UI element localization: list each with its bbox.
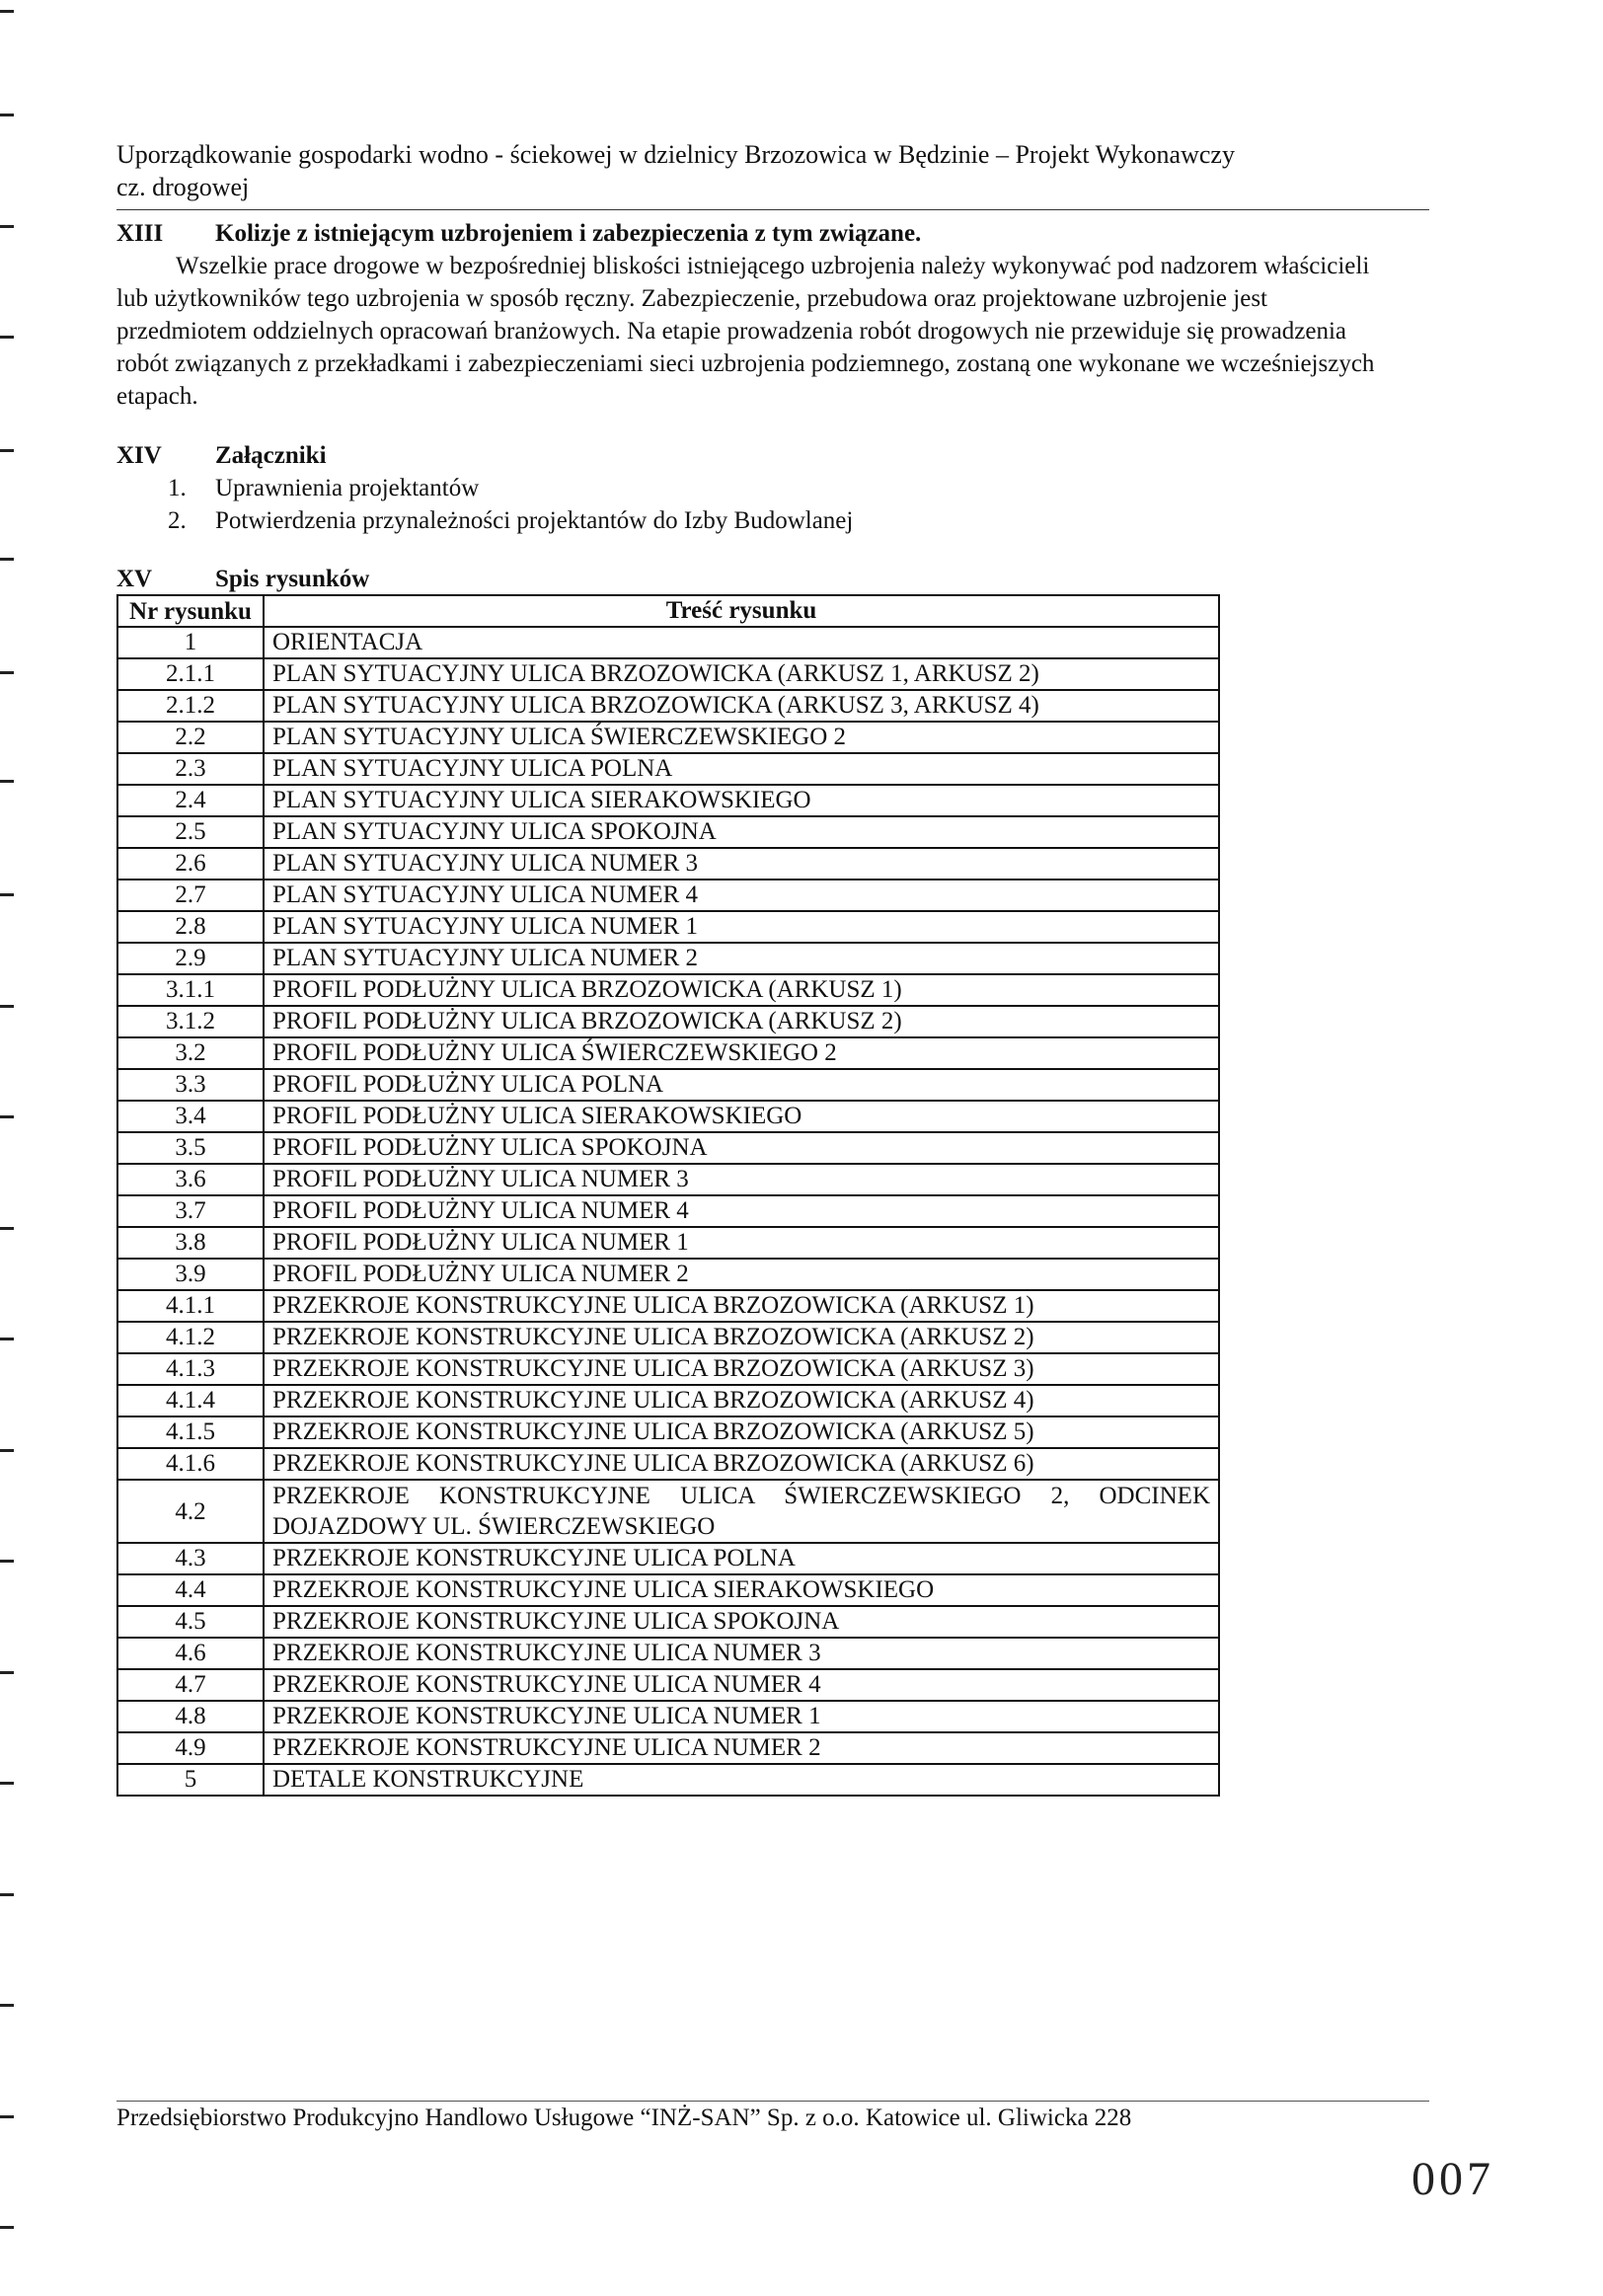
drawing-number: 4.7 [117, 1669, 264, 1701]
section-body: Wszelkie prace drogowe w bezpośredniej bliskości istniejącego uzbrojenia należy wykonywać pod nadzorem właścicieli lub użytkowników tego uzbrojenia w sposób ręczny. Zabezpieczenie, przebudowa oraz projektowane uzbrojenie jest przedmiotem oddzielnych opracowań branżowych. Na etapie prowadzenia robót drogowych nie przewiduje się prowadzenia robót związanych z przekładkami i zabezpieczeniami sieci uzbrojenia podziemnego, zostaną one wykonane we wcześniejszych etapach. [116, 253, 1375, 410]
drawing-title: PROFIL PODŁUŻNY ULICA NUMER 3 [264, 1164, 1219, 1195]
table-row [117, 1164, 1219, 1195]
table-row [117, 1638, 1219, 1669]
drawing-number: 4.1.1 [117, 1290, 264, 1322]
table-row [117, 1322, 1219, 1353]
table-row [117, 848, 1219, 880]
table-row [117, 1574, 1219, 1606]
header-title: Uporządkowanie gospodarki wodno - ściekowej w dzielnicy Brzozowica w Będzinie – Projekt Wykonawczy [116, 140, 1235, 169]
drawing-number: 3.7 [117, 1195, 264, 1227]
drawing-number: 4.3 [117, 1543, 264, 1574]
drawing-title: PLAN SYTUACYJNY ULICA NUMER 4 [264, 880, 1219, 911]
table-row [117, 816, 1219, 848]
drawing-number: 5 [117, 1764, 264, 1796]
footer-divider [116, 2101, 1429, 2102]
drawing-title: PROFIL PODŁUŻNY ULICA ŚWIERCZEWSKIEGO 2 [264, 1037, 1219, 1069]
table-header-row [117, 595, 1219, 627]
header-divider [116, 209, 1429, 210]
table-row [117, 1543, 1219, 1574]
drawing-number: 3.3 [117, 1069, 264, 1101]
drawing-title: DETALE KONSTRUKCYJNE [264, 1764, 1219, 1796]
drawing-number: 3.9 [117, 1259, 264, 1290]
drawing-title: PROFIL PODŁUŻNY ULICA POLNA [264, 1069, 1219, 1101]
drawing-number: 4.1.3 [117, 1353, 264, 1385]
table-body [117, 627, 1219, 1796]
drawing-number: 4.1.6 [117, 1448, 264, 1480]
table-row [117, 911, 1219, 943]
table-row [117, 1606, 1219, 1638]
table-row [117, 785, 1219, 816]
drawing-title: PRZEKROJE KONSTRUKCYJNE ULICA SIERAKOWSKIEGO [264, 1574, 1219, 1606]
drawing-title: PLAN SYTUACYJNY ULICA POLNA [264, 753, 1219, 785]
drawing-number: 3.6 [117, 1164, 264, 1195]
table-row [117, 1195, 1219, 1227]
table-row [117, 753, 1219, 785]
table-row [117, 1416, 1219, 1448]
section-number: XV [116, 566, 153, 592]
drawing-number: 2.3 [117, 753, 264, 785]
document-footer: Przedsiębiorstwo Produkcyjno Handlowo Usługowe “INŻ-SAN” Sp. z o.o. Katowice ul. Gliwicka 228 [116, 2105, 1132, 2131]
drawing-number: 4.1.5 [117, 1416, 264, 1448]
drawing-title: PLAN SYTUACYJNY ULICA ŚWIERCZEWSKIEGO 2 [264, 722, 1219, 753]
section-title: Spis rysunków [215, 566, 370, 592]
table-row [117, 1006, 1219, 1037]
table-row [117, 974, 1219, 1006]
table-row [117, 1132, 1219, 1164]
drawing-title: PRZEKROJE KONSTRUKCYJNE ULICA NUMER 4 [264, 1669, 1219, 1701]
drawing-title: PRZEKROJE KONSTRUKCYJNE ULICA BRZOZOWICKA (ARKUSZ 2) [264, 1322, 1219, 1353]
drawing-title: PRZEKROJE KONSTRUKCYJNE ULICA POLNA [264, 1543, 1219, 1574]
drawing-number: 2.9 [117, 943, 264, 974]
table-row [117, 1069, 1219, 1101]
drawing-number: 3.5 [117, 1132, 264, 1164]
drawing-title: PLAN SYTUACYJNY ULICA NUMER 2 [264, 943, 1219, 974]
drawing-number: 3.1.2 [117, 1006, 264, 1037]
drawing-number: 4.4 [117, 1574, 264, 1606]
table-row [117, 658, 1219, 690]
drawing-number: 4.2 [117, 1480, 264, 1543]
drawing-number: 4.8 [117, 1701, 264, 1732]
drawing-number: 4.1.4 [117, 1385, 264, 1416]
attachments-list [116, 472, 1390, 537]
table-row [117, 1480, 1219, 1543]
table-row [117, 1037, 1219, 1069]
table-row [117, 627, 1219, 658]
table-row [117, 1101, 1219, 1132]
table-row [117, 1290, 1219, 1322]
drawing-title: PRZEKROJE KONSTRUKCYJNE ULICA NUMER 3 [264, 1638, 1219, 1669]
table-row [117, 1732, 1219, 1764]
list-item: 2. Potwierdzenia przynależności projektantów do Izby Budowlanej [168, 507, 854, 534]
section-number: XIII [116, 220, 164, 247]
drawing-title: PRZEKROJE KONSTRUKCYJNE ULICA SPOKOJNA [264, 1606, 1219, 1638]
drawing-title: PRZEKROJE KONSTRUKCYJNE ULICA NUMER 2 [264, 1732, 1219, 1764]
table-row [117, 943, 1219, 974]
drawing-title: PRZEKROJE KONSTRUKCYJNE ULICA BRZOZOWICKA (ARKUSZ 5) [264, 1416, 1219, 1448]
drawings-table [116, 594, 1220, 1797]
drawing-number: 3.2 [117, 1037, 264, 1069]
drawing-number: 3.1.1 [117, 974, 264, 1006]
header-subtitle: cz. drogowej [116, 173, 250, 201]
drawing-title: PLAN SYTUACYJNY ULICA BRZOZOWICKA (ARKUSZ 1, ARKUSZ 2) [264, 658, 1219, 690]
drawing-number: 2.7 [117, 880, 264, 911]
drawing-title: PRZEKROJE KONSTRUKCYJNE ULICA BRZOZOWICKA (ARKUSZ 4) [264, 1385, 1219, 1416]
drawing-number: 2.1.1 [117, 658, 264, 690]
column-header-content: Treść rysunku [264, 595, 1219, 627]
drawing-title: PLAN SYTUACYJNY ULICA SIERAKOWSKIEGO [264, 785, 1219, 816]
drawing-title: PROFIL PODŁUŻNY ULICA SPOKOJNA [264, 1132, 1219, 1164]
table-row [117, 1227, 1219, 1259]
drawing-title: PROFIL PODŁUŻNY ULICA SIERAKOWSKIEGO [264, 1101, 1219, 1132]
drawing-number: 2.6 [117, 848, 264, 880]
drawing-number: 2.5 [117, 816, 264, 848]
drawing-title: PRZEKROJE KONSTRUKCYJNE ULICA NUMER 1 [264, 1701, 1219, 1732]
document-header [116, 138, 1429, 203]
section-heading [116, 439, 1390, 472]
page-number-stamp: 007 [1412, 2153, 1494, 2205]
drawing-title: PROFIL PODŁUŻNY ULICA NUMER 1 [264, 1227, 1219, 1259]
drawing-title: PLAN SYTUACYJNY ULICA BRZOZOWICKA (ARKUSZ 3, ARKUSZ 4) [264, 690, 1219, 722]
drawing-number: 4.6 [117, 1638, 264, 1669]
table-row [117, 1259, 1219, 1290]
table-row [117, 1448, 1219, 1480]
drawing-number: 2.2 [117, 722, 264, 753]
section-title: Kolizje z istniejącym uzbrojeniem i zabezpieczenia z tym związane. [215, 220, 922, 247]
drawing-title: PLAN SYTUACYJNY ULICA NUMER 3 [264, 848, 1219, 880]
drawing-title: PROFIL PODŁUŻNY ULICA BRZOZOWICKA (ARKUSZ 1) [264, 974, 1219, 1006]
section-attachments [116, 439, 1390, 537]
drawing-title: PRZEKROJE KONSTRUKCYJNE ULICA ŚWIERCZEWSKIEGO 2, ODCINEK DOJAZDOWY UL. ŚWIERCZEWSKIEGO [264, 1480, 1219, 1543]
table-row [117, 1385, 1219, 1416]
drawing-title: ORIENTACJA [264, 627, 1219, 658]
list-item: 1. Uprawnienia projektantów [168, 475, 480, 501]
drawing-number: 2.8 [117, 911, 264, 943]
drawing-number: 4.1.2 [117, 1322, 264, 1353]
drawing-number: 2.4 [117, 785, 264, 816]
drawing-number: 3.8 [117, 1227, 264, 1259]
table-row [117, 1701, 1219, 1732]
section-title: Załączniki [215, 442, 327, 469]
section-heading [116, 217, 1390, 250]
column-header-number: Nr rysunku [117, 595, 264, 627]
drawing-title: PLAN SYTUACYJNY ULICA NUMER 1 [264, 911, 1219, 943]
table-row [117, 880, 1219, 911]
drawing-title: PROFIL PODŁUŻNY ULICA NUMER 4 [264, 1195, 1219, 1227]
drawing-title: PROFIL PODŁUŻNY ULICA BRZOZOWICKA (ARKUSZ 2) [264, 1006, 1219, 1037]
section-drawings-heading [116, 565, 369, 594]
table-row [117, 690, 1219, 722]
table-row [117, 722, 1219, 753]
drawing-number: 4.9 [117, 1732, 264, 1764]
table-row [117, 1669, 1219, 1701]
drawing-title: PLAN SYTUACYJNY ULICA SPOKOJNA [264, 816, 1219, 848]
section-collisions [116, 217, 1390, 413]
drawing-number: 2.1.2 [117, 690, 264, 722]
drawing-number: 1 [117, 627, 264, 658]
section-number: XIV [116, 442, 162, 469]
table-row [117, 1764, 1219, 1796]
drawing-number: 4.5 [117, 1606, 264, 1638]
table-row [117, 1353, 1219, 1385]
drawing-title: PRZEKROJE KONSTRUKCYJNE ULICA BRZOZOWICKA (ARKUSZ 3) [264, 1353, 1219, 1385]
drawing-title: PRZEKROJE KONSTRUKCYJNE ULICA BRZOZOWICKA (ARKUSZ 1) [264, 1290, 1219, 1322]
drawing-title: PRZEKROJE KONSTRUKCYJNE ULICA BRZOZOWICKA (ARKUSZ 6) [264, 1448, 1219, 1480]
drawing-title: PROFIL PODŁUŻNY ULICA NUMER 2 [264, 1259, 1219, 1290]
drawing-number: 3.4 [117, 1101, 264, 1132]
